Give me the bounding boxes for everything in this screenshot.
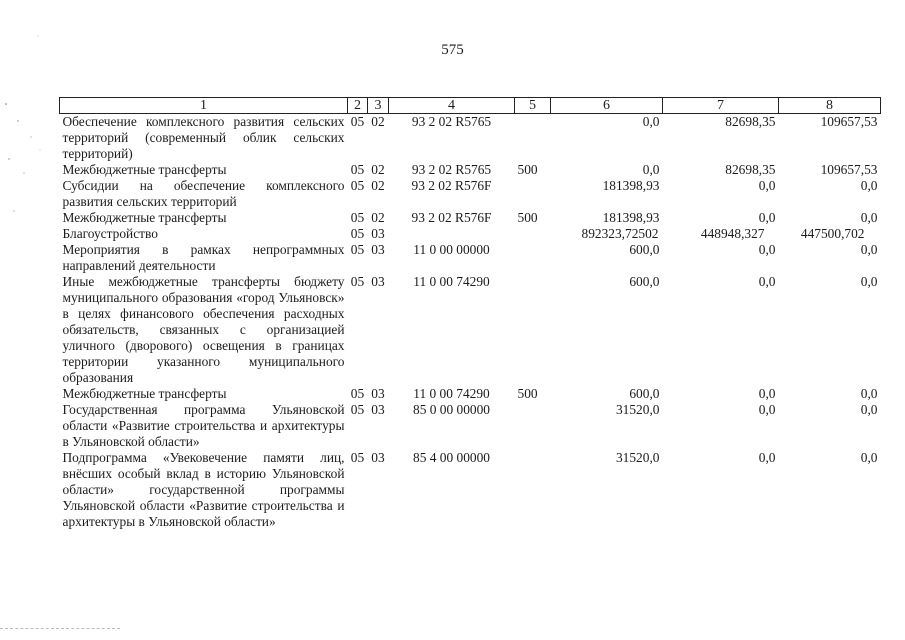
table-row <box>60 162 881 178</box>
row-subsection: 02 <box>371 114 385 129</box>
budget-table <box>59 97 881 530</box>
row-expense-type <box>515 114 551 163</box>
row-section: 05 <box>350 450 365 465</box>
row-expense-type <box>515 450 551 530</box>
row-target-code <box>389 226 515 242</box>
table-row <box>60 242 881 274</box>
row-target-code: 85 4 00 00000 <box>413 450 490 465</box>
row-amount-6: 892323,72502 <box>581 226 659 241</box>
row-amount-7: 0,0 <box>758 242 776 257</box>
row-expense-type <box>515 178 551 210</box>
row-amount-7: 0,0 <box>758 210 776 225</box>
row-section: 05 <box>350 274 365 289</box>
row-amount-6: 31520,0 <box>615 402 660 417</box>
row-subsection: 02 <box>371 178 385 193</box>
row-target-code: 11 0 00 74290 <box>413 386 490 401</box>
row-amount-8: 0,0 <box>860 402 878 417</box>
table-row <box>60 450 881 530</box>
row-amount-8: 0,0 <box>860 242 878 257</box>
row-amount-8: 447500,702 <box>800 226 865 241</box>
row-name: Государственная программа Ульяновской области «Развитие строительства и архитектуры в Ульяновской области» <box>62 402 345 449</box>
table-row <box>60 210 881 226</box>
row-section: 05 <box>350 386 365 401</box>
table-row <box>60 114 881 163</box>
row-name: Мероприятия в рамках непрограммных направлений деятельности <box>62 242 345 273</box>
header-col-4: 4 <box>389 98 515 114</box>
row-amount-7: 0,0 <box>758 450 776 465</box>
row-subsection: 03 <box>371 274 385 289</box>
row-name: Субсидии на обеспечение комплексного развития сельских территорий <box>62 178 345 209</box>
row-section: 05 <box>350 226 365 241</box>
row-subsection: 03 <box>371 386 385 401</box>
row-target-code: 85 0 00 00000 <box>413 402 490 417</box>
row-amount-8: 0,0 <box>860 450 878 465</box>
row-subsection: 03 <box>371 242 385 257</box>
row-name: Обеспечение комплексного развития сельских территорий (современный облик сельских территорий) <box>62 114 345 161</box>
row-section: 05 <box>350 114 365 129</box>
row-subsection: 03 <box>371 226 385 241</box>
row-amount-7: 0,0 <box>758 274 776 289</box>
row-amount-6: 600,0 <box>629 242 660 257</box>
row-section: 05 <box>350 242 365 257</box>
row-expense-type <box>515 242 551 274</box>
row-name: Подпрограмма «Увековечение памяти лиц, внёсших особый вклад в историю Ульяновской области» государственной программы Ульяновской области «Развитие строительства и архитектуры в Ульяновской области» <box>62 450 345 529</box>
row-section: 05 <box>350 402 365 417</box>
table-row <box>60 386 881 402</box>
row-expense-type: 500 <box>517 162 538 177</box>
row-amount-7: 82698,35 <box>725 114 776 129</box>
row-name: Благоустройство <box>62 226 158 241</box>
row-expense-type <box>515 402 551 450</box>
row-target-code: 93 2 02 R5765 <box>411 162 492 177</box>
row-amount-7: 448948,327 <box>700 226 765 241</box>
row-amount-6: 600,0 <box>629 386 660 401</box>
header-col-6: 6 <box>551 98 663 114</box>
row-amount-7: 0,0 <box>758 402 776 417</box>
row-amount-7: 0,0 <box>758 386 776 401</box>
header-row <box>60 98 881 114</box>
header-col-7: 7 <box>663 98 779 114</box>
row-section: 05 <box>350 210 365 225</box>
header-col-1: 1 <box>60 98 348 114</box>
row-expense-type: 500 <box>517 386 538 401</box>
row-subsection: 03 <box>371 402 385 417</box>
row-amount-6: 0,0 <box>642 114 660 129</box>
row-section: 05 <box>350 162 365 177</box>
row-amount-6: 181398,93 <box>602 210 660 225</box>
row-amount-7: 82698,35 <box>725 162 776 177</box>
row-amount-8: 109657,53 <box>820 114 878 129</box>
row-subsection: 02 <box>371 162 385 177</box>
row-target-code: 11 0 00 00000 <box>413 242 490 257</box>
header-col-5: 5 <box>515 98 551 114</box>
row-amount-8: 0,0 <box>860 210 878 225</box>
row-name: Межбюджетные трансферты <box>62 210 227 225</box>
table-row <box>60 402 881 450</box>
row-amount-8: 109657,53 <box>820 162 878 177</box>
row-target-code: 11 0 00 74290 <box>413 274 490 289</box>
row-name: Межбюджетные трансферты <box>62 162 227 177</box>
table-row <box>60 178 881 210</box>
row-amount-8: 0,0 <box>860 274 878 289</box>
row-subsection: 03 <box>371 450 385 465</box>
row-expense-type <box>515 226 551 242</box>
row-subsection: 02 <box>371 210 385 225</box>
page-number: 575 <box>441 42 464 58</box>
header-col-8: 8 <box>779 98 881 114</box>
header-col-2: 2 <box>348 98 368 114</box>
row-target-code: 93 2 02 R576F <box>411 210 492 225</box>
header-col-3: 3 <box>368 98 389 114</box>
table-row <box>60 274 881 386</box>
row-name: Межбюджетные трансферты <box>62 386 227 401</box>
row-expense-type <box>515 274 551 386</box>
row-amount-7: 0,0 <box>758 178 776 193</box>
row-amount-6: 31520,0 <box>615 450 660 465</box>
row-amount-8: 0,0 <box>860 178 878 193</box>
table-row <box>60 226 881 242</box>
row-amount-6: 0,0 <box>642 162 660 177</box>
row-name: Иные межбюджетные трансферты бюджету муниципального образования «город Ульяновск» в целях финансового обеспечения расходных обязательств, связанных с организацией уличного (дворового) освещения в границах территории указанного муниципального образования <box>62 274 345 385</box>
scan-noise <box>0 0 60 640</box>
row-section: 05 <box>350 178 365 193</box>
row-amount-6: 600,0 <box>629 274 660 289</box>
row-amount-8: 0,0 <box>860 386 878 401</box>
row-target-code: 93 2 02 R576F <box>411 178 492 193</box>
scan-edge-line <box>0 628 120 629</box>
row-amount-6: 181398,93 <box>602 178 660 193</box>
row-target-code: 93 2 02 R5765 <box>411 114 492 129</box>
row-expense-type: 500 <box>517 210 538 225</box>
